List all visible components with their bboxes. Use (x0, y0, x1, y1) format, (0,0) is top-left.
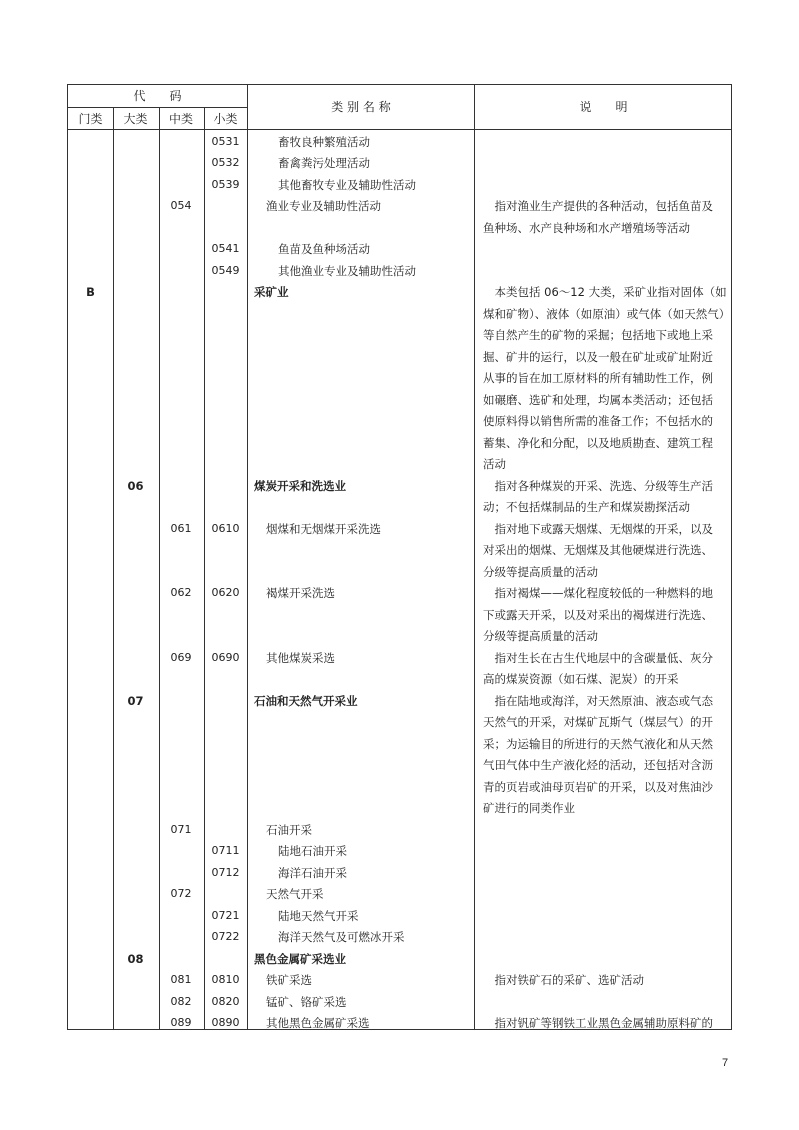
category-name: 其他黑色金属矿采选 (266, 1016, 370, 1030)
xiaolei-code: 0712 (211, 865, 240, 879)
xiaolei-code: 0690 (211, 650, 240, 664)
category-name: 天然气开采 (266, 887, 324, 901)
category-name: 石油开采 (266, 822, 312, 837)
category-name: 其他渔业专业及辅助性活动 (278, 263, 416, 278)
description-line: 天然气的开采，对煤矿瓦斯气（煤层气）的开 (483, 715, 713, 729)
xiaolei-code: 0610 (211, 521, 240, 535)
description-line: 指对渔业生产提供的各种活动，包括鱼苗及 (483, 199, 713, 213)
description-line: 气田气体中生产液化烃的活动，还包括对含沥 (483, 758, 713, 772)
description-line: 鱼种场、水产良种场和水产增殖场等活动 (483, 220, 690, 235)
description-line: 分级等提高质量的活动 (483, 564, 598, 579)
description-line: 煤和矿物）、液体（如原油）或气体（如天然气） (483, 306, 731, 321)
description-line: 等自然产生的矿物的采掘；包括地下或地上采 (483, 328, 713, 342)
category-name: 石油和天然气开采业 (254, 693, 358, 708)
column-rule (474, 84, 475, 1030)
column-rule (247, 84, 248, 1030)
description-line: 对采出的烟煤、无烟煤及其他硬煤进行洗选、 (483, 543, 713, 557)
xiaolei-code: 0549 (211, 263, 240, 277)
description-line: 动；不包括煤制品的生产和煤炭勘探活动 (483, 500, 690, 514)
zhonglei-code: 081 (170, 973, 192, 986)
zhonglei-code: 061 (170, 521, 192, 535)
dalei-code: 08 (127, 951, 144, 966)
description-line: 高的煤炭资源（如石煤、泥炭）的开采 (483, 672, 679, 686)
description-line: 使原料得以销售所需的准备工作；不包括水的 (483, 414, 713, 428)
zhonglei-code: 054 (170, 199, 192, 212)
description-line: 分级等提高质量的活动 (483, 629, 598, 643)
xiaolei-code: 0890 (211, 1016, 240, 1029)
xiaolei-code: 0531 (211, 134, 240, 148)
category-name: 海洋石油开采 (278, 865, 347, 880)
zhonglei-code: 082 (170, 994, 192, 1008)
category-name: 渔业专业及辅助性活动 (266, 199, 381, 213)
description-line: 本类包括 06～12 大类，采矿业指对固体（如 (483, 285, 727, 299)
category-name: 畜禽粪污处理活动 (278, 156, 370, 170)
description-line: 指对铁矿石的采矿、选矿活动 (483, 973, 644, 987)
category-name: 鱼苗及鱼种场活动 (278, 242, 370, 256)
header-category-name: 类 别 名 称 (331, 100, 391, 114)
zhonglei-code: 071 (170, 822, 192, 836)
description-line: 指对地下或露天烟煤、无烟煤的开采，以及 (483, 521, 713, 536)
category-name: 锰矿、铬矿采选 (266, 994, 347, 1009)
xiaolei-code: 0722 (211, 930, 240, 943)
category-name: 褐煤开采洗选 (266, 586, 335, 600)
zhonglei-code: 072 (170, 887, 192, 900)
description-line: 掘、矿井的运行，以及一般在矿址或矿址附近 (483, 349, 713, 364)
description-line: 从事的旨在加工原材料的所有辅助性工作，例 (483, 371, 713, 385)
description-line: 指在陆地或海洋，对天然原油、液态或气态 (483, 693, 713, 708)
category-name: 煤炭开采和洗选业 (254, 478, 346, 493)
header-zhonglei: 中类 (168, 112, 193, 126)
description-line: 如碾磨、选矿和处理，均属本类活动；还包括 (483, 392, 713, 407)
description-line: 指对各种煤炭的开采、洗选、分级等生产活 (483, 478, 713, 493)
description-line: 采；为运输目的所进行的天然气液化和从天然 (483, 736, 713, 751)
category-name: 陆地天然气开采 (278, 908, 359, 923)
menlei-code: B (86, 285, 95, 299)
category-name: 黑色金属矿采选业 (254, 951, 346, 966)
dalei-code: 07 (127, 693, 144, 708)
xiaolei-code: 0711 (211, 844, 240, 857)
xiaolei-code: 0810 (211, 973, 240, 986)
description-line: 蓄集、净化和分配，以及地质勘查、建筑工程 (483, 435, 713, 450)
description-line: 指对褐煤——煤化程度较低的一种燃料的地 (483, 586, 713, 600)
description-line: 下或露天开采，以及对采出的褐煤进行洗选、 (483, 607, 713, 622)
header-code-group: 代 码 (133, 89, 182, 103)
xiaolei-code: 0820 (211, 994, 240, 1008)
description-line: 指对生长在古生代地层中的含碳量低、灰分 (483, 650, 713, 665)
xiaolei-code: 0541 (211, 242, 240, 255)
xiaolei-code: 0532 (211, 156, 240, 169)
category-name: 其他畜牧专业及辅助性活动 (278, 177, 416, 192)
zhonglei-code: 069 (170, 650, 192, 664)
category-name: 海洋天然气及可燃冰开采 (278, 930, 405, 944)
header-dalei: 大类 (123, 112, 148, 126)
header-menlei: 门类 (78, 112, 103, 126)
header-description: 说 明 (579, 100, 628, 114)
page-number: 7 (722, 1057, 729, 1069)
category-name: 陆地石油开采 (278, 844, 347, 858)
xiaolei-code: 0539 (211, 177, 240, 191)
xiaolei-code: 0620 (211, 586, 240, 599)
dalei-code: 06 (127, 478, 144, 493)
description-line: 矿进行的同类作业 (483, 801, 575, 815)
zhonglei-code: 062 (170, 586, 192, 599)
category-name: 其他煤炭采选 (266, 650, 335, 665)
xiaolei-code: 0721 (211, 908, 240, 922)
description-line: 指对钒矿等钢铁工业黑色金属辅助原料矿的 (483, 1016, 713, 1030)
category-name: 采矿业 (254, 285, 289, 299)
category-name: 铁矿采选 (266, 973, 312, 987)
header-xiaolei: 小类 (213, 112, 238, 126)
description-line: 活动 (483, 457, 506, 471)
category-name: 畜牧良种繁殖活动 (278, 134, 370, 149)
description-line: 青的页岩或油母页岩矿的开采，以及对焦油沙 (483, 779, 713, 794)
zhonglei-code: 089 (170, 1016, 192, 1029)
column-rule (113, 107, 114, 1030)
category-name: 烟煤和无烟煤开采洗选 (266, 521, 381, 536)
